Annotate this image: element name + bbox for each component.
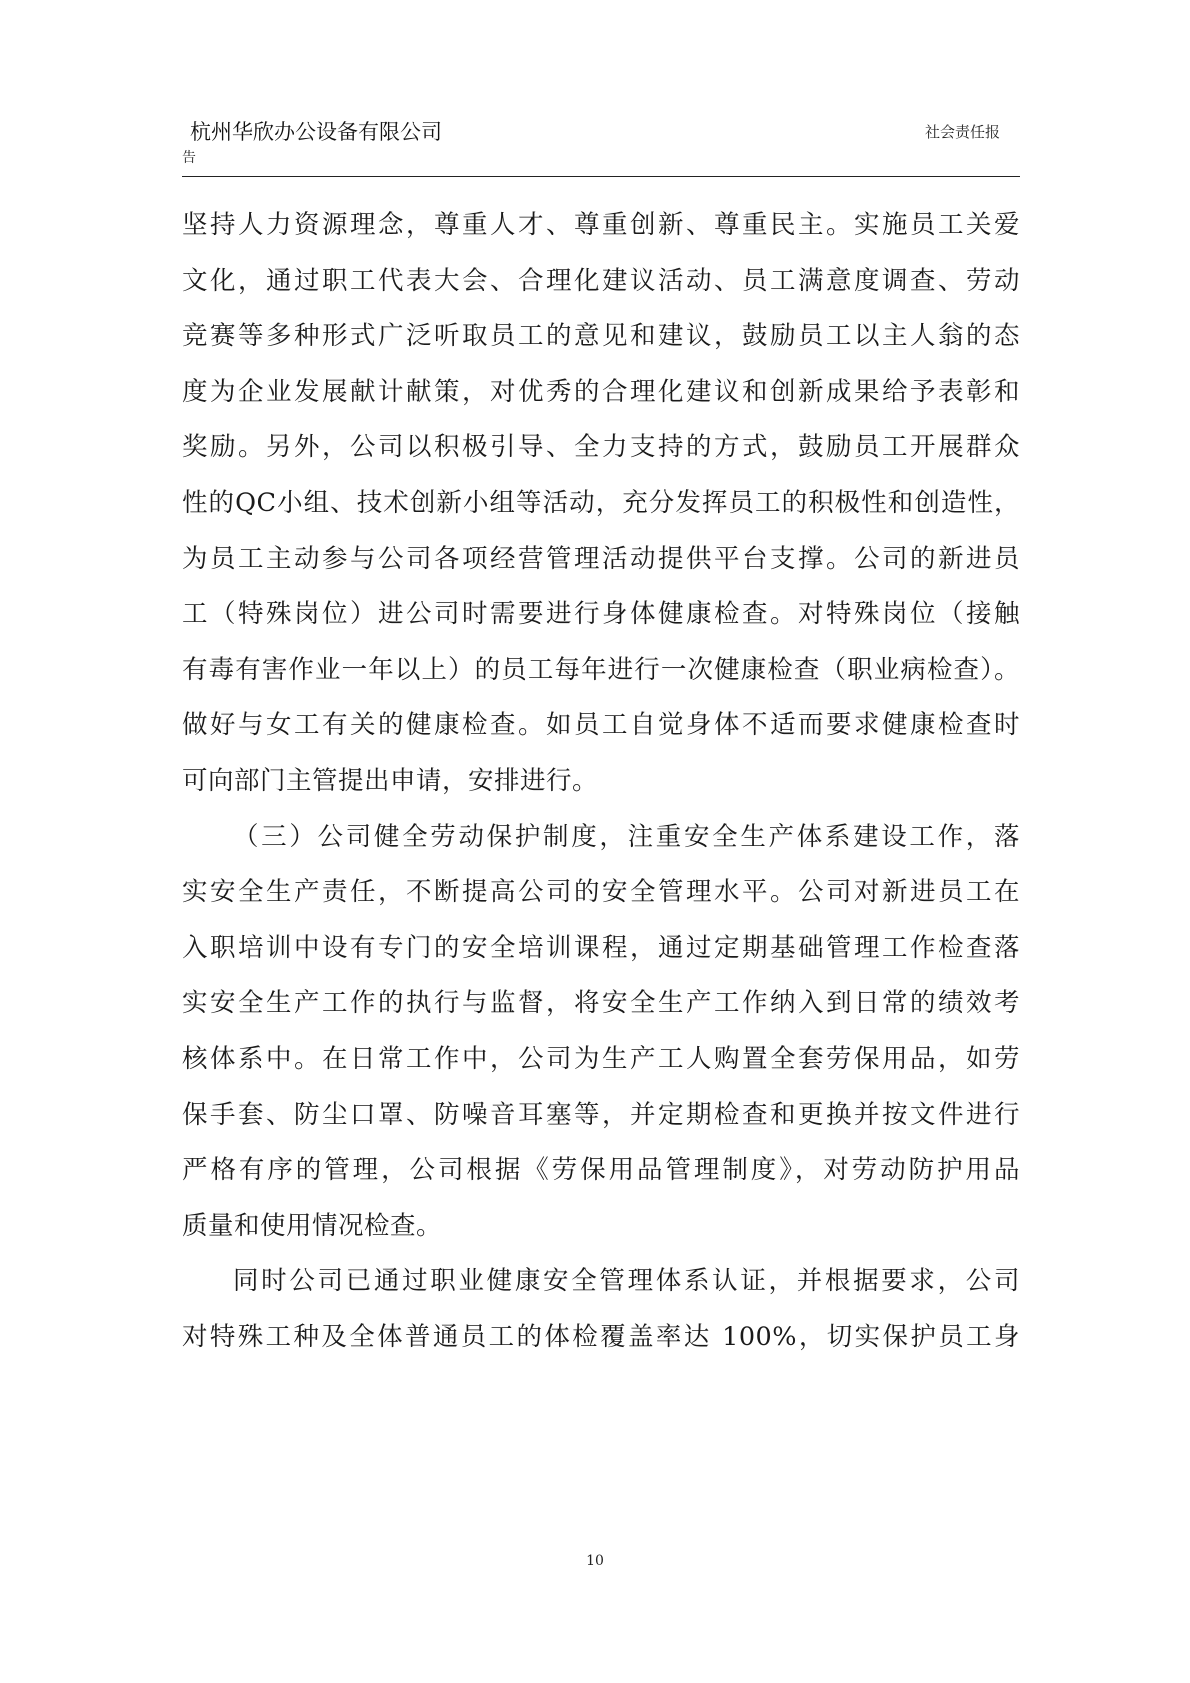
text-line: 质量和使用情况检查。	[182, 1210, 443, 1241]
text-line: 工（特殊岗位）进公司时需要进行身体健康检查。对特殊岗位（接触	[182, 599, 1020, 630]
document-body	[182, 198, 1020, 1365]
company-name: 杭州华欣办公设备有限公司	[190, 120, 442, 144]
text-line: 文化，通过职工代表大会、合理化建议活动、员工满意度调查、劳动	[182, 265, 1020, 296]
text-line: 为员工主动参与公司各项经营管理活动提供平台支撑。公司的新进员	[182, 543, 1020, 574]
report-title: 社会责任报	[924, 123, 1000, 141]
paragraph-employee-care	[182, 198, 1020, 810]
text-line: 奖励。另外，公司以积极引导、全力支持的方式，鼓励员工开展群众	[182, 432, 1020, 463]
text-line: 有毒有害作业一年以上）的员工每年进行一次健康检查（职业病检查）。	[182, 654, 1020, 685]
text-line: 竞赛等多种形式广泛听取员工的意见和建议，鼓励员工以主人翁的态	[182, 321, 1020, 352]
page-number: 10	[586, 1553, 604, 1569]
paragraph-health-certification	[182, 1254, 1020, 1365]
text-line: 核体系中。在日常工作中，公司为生产工人购置全套劳保用品，如劳	[182, 1043, 1020, 1074]
text-line: 同时公司已通过职业健康安全管理体系认证，并根据要求，公司	[233, 1266, 1020, 1297]
page-header	[182, 118, 1020, 177]
text-line: 严格有序的管理，公司根据《劳保用品管理制度》，对劳动防护用品	[182, 1155, 1020, 1186]
text-line: 实安全生产责任，不断提高公司的安全管理水平。公司对新进员工在	[182, 877, 1020, 908]
header-title-tail: 告	[182, 150, 196, 166]
text-line: 做好与女工有关的健康检查。如员工自觉身体不适而要求健康检查时	[182, 710, 1020, 741]
text-line: （三）公司健全劳动保护制度，注重安全生产体系建设工作，落	[233, 821, 1020, 852]
text-line: 度为企业发展献计献策，对优秀的合理化建议和创新成果给予表彰和	[182, 376, 1020, 407]
paragraph-labor-protection	[182, 810, 1020, 1255]
text-line: 入职培训中设有专门的安全培训课程，通过定期基础管理工作检查落	[182, 932, 1020, 963]
text-line: 性的QC小组、技术创新小组等活动，充分发挥员工的积极性和创造性，	[182, 487, 1020, 518]
text-line: 对特殊工种及全体普通员工的体检覆盖率达 100%，切实保护员工身	[182, 1321, 1020, 1352]
text-line: 实安全生产工作的执行与监督，将安全生产工作纳入到日常的绩效考	[182, 988, 1020, 1019]
text-line: 保手套、防尘口罩、防噪音耳塞等，并定期检查和更换并按文件进行	[182, 1099, 1020, 1130]
text-line: 可向部门主管提出申请，安排进行。	[182, 765, 599, 796]
text-line: 坚持人力资源理念，尊重人才、尊重创新、尊重民主。实施员工关爱	[182, 210, 1020, 240]
